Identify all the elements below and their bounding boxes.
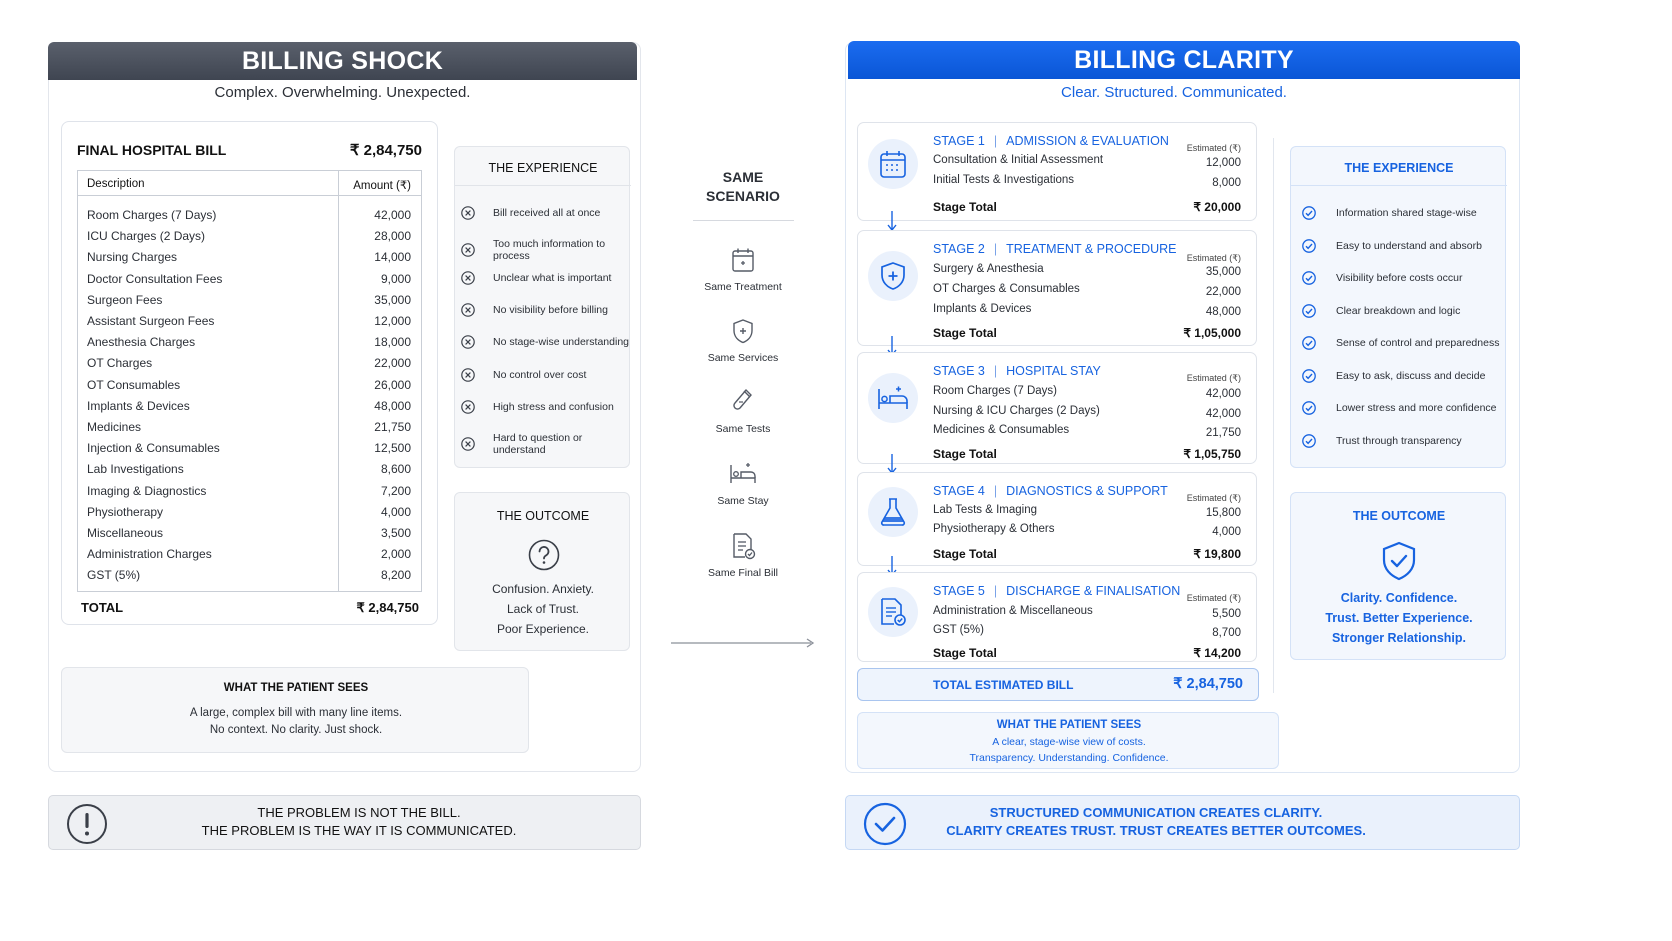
same-services-label: Same Services <box>707 352 779 364</box>
final-bill-amount: ₹ 2,84,750 <box>349 142 422 159</box>
same-tests-label: Same Tests <box>715 423 771 435</box>
billing-clarity-subtitle: Clear. Structured. Communicated. <box>1061 84 1287 101</box>
stage-line-label: Physiotherapy & Others <box>933 523 1055 535</box>
stage-total-label: Stage Total <box>933 547 997 561</box>
stage-line-value: 21,750 <box>1205 427 1241 439</box>
stage-line-label: Initial Tests & Investigations <box>933 174 1075 186</box>
clarity-experience-text: Clear breakdown and logic <box>1336 304 1461 317</box>
shock-experience-text: Too much information to process <box>493 238 606 263</box>
stage-separator: | <box>993 134 998 148</box>
shock-outcome-line-2: Lack of Trust. <box>506 602 580 616</box>
bill-table-divider <box>338 171 339 591</box>
stage-name: DIAGNOSTICS & SUPPORT <box>1006 484 1168 498</box>
exclamation-icon <box>66 803 108 850</box>
clarity-outcome-line-2: Trust. Better Experience. <box>1325 611 1473 625</box>
check-circle-icon <box>1302 434 1325 448</box>
shock-experience-item <box>461 206 600 220</box>
bill-total-label: TOTAL <box>81 600 124 615</box>
estimated-label: Estimated (₹) <box>1186 373 1241 383</box>
shock-sees-line-2: No context. No clarity. Just shock. <box>209 724 383 736</box>
stage-line-label: Lab Tests & Imaging <box>933 504 1037 516</box>
shock-outcome-title: THE OUTCOME <box>496 509 590 523</box>
stage-name: ADMISSION & EVALUATION <box>1006 134 1169 148</box>
clarity-outcome-line-3: Stronger Relationship. <box>1331 631 1467 645</box>
stage-line-value: 15,800 <box>1205 507 1241 519</box>
stage-title <box>933 242 1177 256</box>
bill-item-label: Anesthesia Charges <box>87 335 196 350</box>
document-check-icon <box>868 587 918 637</box>
bill-item-label: Physiotherapy <box>87 504 164 519</box>
bill-item-label: OT Consumables <box>87 377 181 392</box>
flask-icon <box>868 487 918 537</box>
stage-line-value: 8,700 <box>1212 627 1241 639</box>
same-scenario-title-1: SAME <box>722 169 764 185</box>
total-estimated-value: ₹ 2,84,750 <box>1173 676 1243 692</box>
x-circle-icon <box>461 303 484 317</box>
bill-item-label: Lab Investigations <box>87 462 184 477</box>
same-stay-label: Same Stay <box>717 495 769 507</box>
problem-banner-line-2: THE PROBLEM IS THE WAY IT IS COMMUNICATED. <box>201 823 517 838</box>
shock-experience-item <box>461 400 614 414</box>
stage-number: STAGE 1 <box>933 134 985 148</box>
clarity-experience-item <box>1302 434 1462 448</box>
estimated-label: Estimated (₹) <box>1186 143 1241 153</box>
stage-name: TREATMENT & PROCEDURE <box>1006 242 1177 256</box>
stage-line-value: 4,000 <box>1212 526 1241 538</box>
clarity-experience-item <box>1302 401 1497 415</box>
stage-line-label: Medicines & Consumables <box>933 424 1070 436</box>
stage-separator: | <box>993 364 998 378</box>
stage-total-label: Stage Total <box>933 326 997 340</box>
clarity-outcome-line-1: Clarity. Confidence. <box>1340 591 1458 605</box>
clarity-experience-item <box>1302 336 1499 350</box>
stage-total-value: ₹ 19,800 <box>1193 547 1241 561</box>
shock-experience-text: Hard to question or understand <box>493 432 583 457</box>
clarity-experience-text: Easy to understand and absorb <box>1336 239 1482 252</box>
bill-item-label: Room Charges (7 Days) <box>87 208 217 222</box>
final-bill-card <box>61 121 438 625</box>
stage-card-2 <box>857 230 1257 346</box>
clarity-outcome-card <box>1290 492 1506 660</box>
stage-line-value: 48,000 <box>1205 306 1241 318</box>
bill-item-amount: 3,500 <box>380 526 411 540</box>
estimated-label: Estimated (₹) <box>1186 253 1241 263</box>
x-circle-icon <box>461 335 484 349</box>
bill-item-amount: 18,000 <box>374 335 411 350</box>
bill-item-amount: 8,600 <box>380 462 411 477</box>
shock-outcome-line-1: Confusion. Anxiety. <box>492 582 594 596</box>
bill-item-amount: 12,000 <box>374 314 411 328</box>
stage-total-label: Stage Total <box>933 447 997 461</box>
stage-title <box>933 364 1101 378</box>
x-circle-icon <box>461 271 484 285</box>
stage-line-label: Administration & Miscellaneous <box>933 605 1093 617</box>
shock-experience-item <box>461 303 608 317</box>
check-circle-icon <box>1302 239 1325 253</box>
shock-experience-text: No visibility before billing <box>493 303 608 316</box>
shock-sees-card <box>61 667 529 753</box>
stage-card-3 <box>857 352 1257 464</box>
check-circle-icon <box>1302 304 1325 318</box>
clarity-experience-text: Easy to ask, discuss and decide <box>1336 369 1486 382</box>
stage-card-5 <box>857 572 1257 662</box>
clarity-experience-item <box>1302 369 1485 383</box>
x-circle-icon <box>461 206 484 220</box>
shock-experience-item <box>461 432 629 456</box>
shock-experience-text: Unclear what is important <box>493 271 612 284</box>
same-treatment-label: Same Treatment <box>704 281 782 293</box>
stage-line-label: Nursing & ICU Charges (2 Days) <box>933 405 1100 417</box>
bed-icon <box>729 461 757 490</box>
stage-line-label: Surgery & Anesthesia <box>933 263 1044 275</box>
bill-item-label: Doctor Consultation Fees <box>87 271 223 286</box>
shock-experience-text: No stage-wise understanding <box>493 336 629 349</box>
clarity-banner-line-2: CLARITY CREATES TRUST. TRUST CREATES BETTER OUTCOMES. <box>946 823 1366 838</box>
stage-total-value: ₹ 14,200 <box>1193 646 1241 660</box>
shock-experience-card <box>454 146 630 468</box>
check-circle-icon <box>1302 271 1325 285</box>
final-bill-title: FINAL HOSPITAL BILL <box>77 142 227 158</box>
x-circle-icon <box>461 243 484 257</box>
shock-outcome-card <box>454 492 630 651</box>
stage-name: DISCHARGE & FINALISATION <box>1006 584 1181 598</box>
clarity-experience-rule <box>1291 185 1507 186</box>
billing-shock-header: BILLING SHOCK <box>48 42 637 80</box>
shock-experience-item <box>461 368 586 382</box>
bill-item-amount: 48,000 <box>374 398 411 413</box>
shock-experience-text: No control over cost <box>493 368 587 381</box>
total-estimated-label: TOTAL ESTIMATED BILL <box>933 678 1074 692</box>
same-final-bill-label: Same Final Bill <box>707 567 779 579</box>
clarity-banner <box>845 795 1520 850</box>
stage-title <box>933 584 1180 598</box>
billing-clarity-header: BILLING CLARITY <box>848 41 1520 79</box>
stage-number: STAGE 3 <box>933 364 985 378</box>
shield-plus-icon <box>868 251 918 301</box>
stage-separator: | <box>993 584 998 598</box>
check-circle-icon <box>1302 336 1325 350</box>
stage-line-label: Implants & Devices <box>933 303 1032 315</box>
clarity-sees-line-2: Transparency. Understanding. Confidence. <box>969 752 1169 764</box>
calendar-icon <box>731 247 755 278</box>
stage-group-bracket <box>1268 138 1274 693</box>
stage-separator: | <box>993 242 998 256</box>
bill-total-value: ₹ 2,84,750 <box>356 600 419 615</box>
stage-line-value: 42,000 <box>1205 408 1241 420</box>
bill-item-amount: 2,000 <box>380 547 411 562</box>
bill-item-label: Medicines <box>87 420 142 434</box>
problem-banner-line-1: THE PROBLEM IS NOT THE BILL. <box>257 805 461 820</box>
clarity-experience-text: Information shared stage-wise <box>1336 207 1477 219</box>
stage-title <box>933 484 1168 498</box>
stage-line-value: 12,000 <box>1205 157 1241 169</box>
bill-item-amount: 8,200 <box>380 568 411 583</box>
shock-sees-title: WHAT THE PATIENT SEES <box>223 682 369 694</box>
stage-total-value: ₹ 20,000 <box>1193 200 1241 214</box>
clarity-sees-card <box>857 712 1279 769</box>
bill-item-amount: 22,000 <box>374 356 411 371</box>
bill-item-label: ICU Charges (2 Days) <box>87 229 206 244</box>
shock-experience-text: High stress and confusion <box>493 400 614 413</box>
bill-item-label: Imaging & Diagnostics <box>87 483 207 498</box>
bill-item-amount: 35,000 <box>374 292 411 307</box>
stage-line-label: OT Charges & Consumables <box>933 283 1080 295</box>
bill-item-label: GST (5%) <box>87 568 141 583</box>
bill-item-label: Miscellaneous <box>87 526 164 540</box>
estimated-label: Estimated (₹) <box>1186 593 1241 603</box>
clarity-experience-card <box>1290 146 1506 468</box>
estimated-label: Estimated (₹) <box>1186 493 1241 503</box>
stage-title <box>933 134 1169 148</box>
clarity-experience-item <box>1302 206 1477 220</box>
x-circle-icon <box>461 400 484 414</box>
bill-table <box>77 170 422 592</box>
stage-card-4 <box>857 472 1257 566</box>
clarity-experience-text: Trust through transparency <box>1336 434 1462 447</box>
bill-item-amount: 14,000 <box>374 250 411 265</box>
same-scenario-rule <box>693 220 794 221</box>
stage-separator: | <box>993 484 998 498</box>
bill-item-amount: 28,000 <box>374 229 411 244</box>
clarity-experience-item <box>1302 304 1460 318</box>
clarity-experience-title: THE EXPERIENCE <box>1344 161 1454 175</box>
stage-card-1 <box>857 122 1257 221</box>
shield-plus-icon <box>731 318 755 350</box>
clarity-experience-item <box>1302 239 1482 253</box>
stage-line-value: 5,500 <box>1212 608 1241 620</box>
stage-line-label: Consultation & Initial Assessment <box>933 154 1104 166</box>
check-circle-icon <box>1302 369 1325 383</box>
stage-name: HOSPITAL STAY <box>1006 364 1101 378</box>
document-check-icon <box>731 532 757 565</box>
clarity-experience-text: Sense of control and preparedness <box>1336 337 1500 349</box>
check-circle-icon <box>1302 206 1325 220</box>
stage-line-value: 22,000 <box>1205 286 1241 298</box>
shock-experience-item <box>461 335 629 349</box>
bill-item-label: Nursing Charges <box>87 250 178 265</box>
shock-experience-text: Bill received all at once <box>493 207 601 219</box>
billing-shock-subtitle: Complex. Overwhelming. Unexpected. <box>214 84 471 101</box>
clarity-experience-item <box>1302 271 1462 285</box>
shock-experience-item <box>461 238 629 262</box>
bill-item-label: Surgeon Fees <box>87 292 163 307</box>
stage-line-label: Room Charges (7 Days) <box>933 385 1057 397</box>
bill-item-amount: 4,000 <box>380 504 411 519</box>
stage-number: STAGE 5 <box>933 584 985 598</box>
stage-line-value: 8,000 <box>1212 177 1241 189</box>
clarity-experience-text: Visibility before costs occur <box>1336 272 1463 284</box>
shock-experience-item <box>461 271 611 285</box>
col-description: Description <box>87 178 145 190</box>
bill-item-amount: 26,000 <box>374 377 411 392</box>
problem-banner <box>48 795 641 850</box>
bill-item-label: OT Charges <box>87 356 153 371</box>
stage-total-label: Stage Total <box>933 646 997 660</box>
bill-item-amount: 21,750 <box>374 420 411 434</box>
bed-icon <box>868 373 918 423</box>
question-icon <box>528 539 560 576</box>
transition-arrow <box>671 636 817 655</box>
calendar-icon <box>868 139 918 189</box>
bill-item-amount: 7,200 <box>380 483 411 498</box>
bill-item-label: Administration Charges <box>87 547 212 562</box>
bill-item-label: Assistant Surgeon Fees <box>87 314 215 328</box>
stage-number: STAGE 4 <box>933 484 985 498</box>
check-circle-icon <box>1302 401 1325 415</box>
shock-sees-line-1: A large, complex bill with many line items. <box>189 707 403 719</box>
check-circle-icon <box>863 802 907 851</box>
bill-item-amount: 12,500 <box>374 441 411 456</box>
stage-total-value: ₹ 1,05,000 <box>1183 326 1241 340</box>
test-tube-icon <box>731 388 755 421</box>
shock-experience-rule <box>455 185 631 186</box>
bill-item-amount: 42,000 <box>374 208 411 222</box>
x-circle-icon <box>461 368 484 382</box>
same-scenario-title-2: SCENARIO <box>706 188 780 204</box>
total-estimated-bill-box <box>857 668 1259 701</box>
stage-total-value: ₹ 1,05,750 <box>1183 447 1241 461</box>
col-amount: Amount (₹) <box>353 180 411 192</box>
shock-experience-title: THE EXPERIENCE <box>488 161 598 175</box>
shock-outcome-line-3: Poor Experience. <box>496 622 590 636</box>
stage-line-value: 42,000 <box>1205 388 1241 400</box>
clarity-banner-line-1: STRUCTURED COMMUNICATION CREATES CLARITY. <box>989 805 1323 820</box>
stage-number: STAGE 2 <box>933 242 985 256</box>
stage-total-label: Stage Total <box>933 200 997 214</box>
clarity-experience-text: Lower stress and more confidence <box>1336 402 1497 414</box>
stage-line-label: GST (5%) <box>933 624 984 636</box>
clarity-sees-line-1: A clear, stage-wise view of costs. <box>992 736 1146 748</box>
x-circle-icon <box>461 437 484 451</box>
bill-item-amount: 9,000 <box>380 271 411 286</box>
bill-item-label: Implants & Devices <box>87 398 190 413</box>
clarity-outcome-title: THE OUTCOME <box>1352 509 1446 523</box>
stage-line-value: 35,000 <box>1205 266 1241 278</box>
shield-check-icon <box>1381 541 1417 586</box>
clarity-sees-title: WHAT THE PATIENT SEES <box>996 719 1142 731</box>
bill-item-label: Injection & Consumables <box>87 441 220 456</box>
